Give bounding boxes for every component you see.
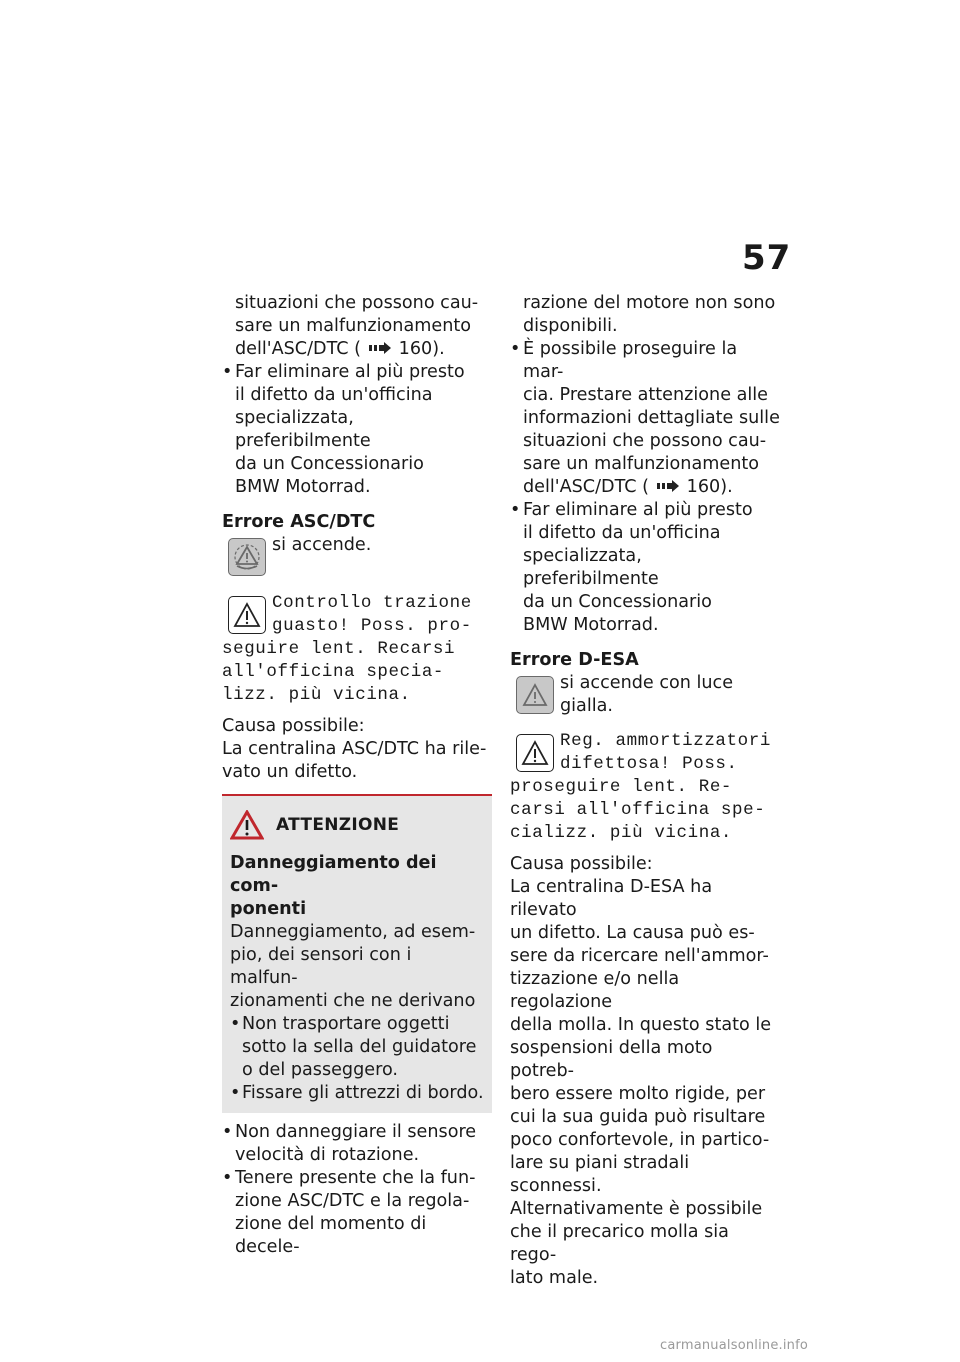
asc-dtc-indicator-row: si accende. bbox=[222, 534, 492, 582]
warning-item-toolkit: • Fissare gli attrezzi di bordo. bbox=[230, 1082, 484, 1105]
heading-asc-dtc: Errore ASC/DTC bbox=[222, 512, 376, 532]
general-warning-icon bbox=[228, 596, 266, 634]
page-number: 57 bbox=[742, 238, 792, 278]
right-bullet-continue: • È possibile proseguire la mar- cia. Prestare attenzione alle informazioni dettagliate sulle situazioni che possono cau- sare un malfunzionamento dell'ASC/DTC ( 160). bbox=[510, 338, 780, 499]
d-esa-indicator-row: si accende con luce gialla. bbox=[510, 672, 780, 720]
warning-subtitle: Danneggiamento dei com- ponenti bbox=[230, 853, 437, 919]
right-bullet-workshop: • Far eliminare al più presto il difetto da un'officina specializzata, preferibilmente da un Concessionario BMW Motorrad. bbox=[510, 499, 780, 637]
right-column bbox=[510, 292, 780, 1290]
warning-box bbox=[222, 794, 492, 1113]
watermark-footer: carmanualsonline.info bbox=[660, 1338, 809, 1353]
left-bullet-function: • Tenere presente che la fun- zione ASC/DTC e la regola- zione del momento di decele- bbox=[222, 1167, 492, 1259]
asc-dtc-cause: Causa possibile: La centralina ASC/DTC ha rile- vato un difetto. bbox=[222, 716, 487, 782]
warning-body: Danneggiamento, ad esem- pio, dei sensori con i malfun- zionamenti che ne derivano bbox=[230, 922, 476, 1011]
warning-title: ATTENZIONE bbox=[276, 814, 400, 835]
d-esa-warning-light-icon bbox=[516, 676, 554, 714]
left-bullet-sensor: • Non danneggiare il sensore velocità di rotazione. bbox=[222, 1121, 492, 1167]
d-esa-display-message: Reg. ammortizzatori difettosa! Poss. proseguire lent. Re- carsi all'officina spe- cializz. più vicina. bbox=[510, 731, 771, 843]
traction-control-warning-light-icon bbox=[228, 538, 266, 576]
page-reference-arrow-icon bbox=[369, 342, 391, 354]
left-bullet-workshop: • Far eliminare al più presto il difetto da un'officina specializzata, preferibilmente da un Concessionario BMW Motorrad. bbox=[222, 361, 492, 499]
left-column bbox=[222, 292, 492, 1259]
warning-item-luggage: • Non trasportare oggetti sotto la sella del guidatore o del passeggero. bbox=[230, 1013, 484, 1082]
right-intro: razione del motore non sono disponibili. bbox=[523, 293, 776, 336]
asc-dtc-display-message: Controllo trazione guasto! Poss. pro- seguire lent. Recarsi all'officina specia- lizz. più vicina. bbox=[222, 593, 472, 705]
heading-d-esa: Errore D-ESA bbox=[510, 650, 639, 670]
d-esa-cause: Causa possibile: La centralina D-ESA ha rilevato un difetto. La causa può es- sere da ricercare nell'ammor- tizzazione e/o nella regolazione della molla. In questo stato le sospensioni della moto potreb- bero essere molto rigide, per cui la sua guida può risultare poco confortevole, in partico- lare su piani stradali sconnessi. Alternativamente è possibile che il precarico molla sia rego- lato male. bbox=[510, 854, 772, 1288]
warning-triangle-icon bbox=[230, 810, 264, 840]
general-warning-icon bbox=[516, 734, 554, 772]
left-intro: situazioni che possono cau- sare un malfunzionamento dell'ASC/DTC ( 160). bbox=[235, 293, 479, 359]
page-reference-arrow-icon bbox=[657, 480, 679, 492]
